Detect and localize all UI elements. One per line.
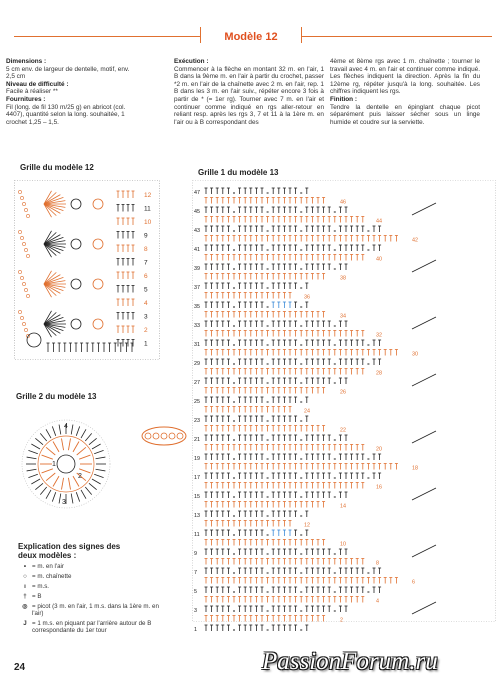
grid12-frame [15,181,160,360]
fan-petal [93,199,103,209]
fan-petal [71,199,81,209]
base-ring [27,333,41,347]
motif-sketch-petal [161,433,167,439]
grid1-row-label-left: 25 [194,399,200,405]
grid1-row-label-left: 19 [194,456,200,462]
grid1-row-label-right: 26 [340,389,346,396]
grid1-row-label-right: 42 [412,237,418,244]
execution-continued: 4ème et 8ème rgs avec 1 m. chaînette ; tourner le travail avec 4 m. en l'air et continuer comme indiqué. Les flèches indiquent la direction. Après la fin du 12ème rg, répéter jusqu'à la long. souhaitée. Les chiffres indiquent les rgs. [330,58,480,96]
grid1-frame [193,181,496,622]
picot [18,270,21,273]
column-execution [174,58,324,126]
grid1-row-label-left: 9 [194,551,197,557]
round-4-stitch [71,425,73,435]
grid12-row-label: 9 [144,232,148,240]
fan-petal [93,239,103,249]
round-4-stitch [96,457,106,459]
legend-title [18,542,168,560]
motif-sketch-outline [142,427,186,445]
picot [24,208,27,211]
page-number: 24 [14,662,26,673]
fan-petal [93,319,103,329]
round-4-stitch [85,487,91,495]
motif-sketch-petal [153,433,159,439]
grid12-row-label: 2 [144,327,148,334]
grid1-row-label-right: 20 [376,446,382,453]
legend-text: = m. en l'air [32,563,64,570]
dimensions-text: 5 cm env. de largeur de dentelle, motif, env. 2,5 cm [6,65,130,81]
round-4-stitch [89,438,97,444]
grid12-row-label: 3 [144,313,148,321]
grid1-row-label-right: 22 [340,427,346,434]
picot [20,236,23,239]
grid12-title: Grille du modèle 12 [20,163,94,172]
grid1-row-label-right: 44 [376,218,382,225]
grid1-row-label-left: 31 [194,342,200,348]
grid12-row-label: 5 [144,286,148,294]
round-4-stitch [76,492,79,501]
legend-items [18,563,168,634]
grid1-row-label-right: 38 [340,275,346,282]
round-2-stitch [68,478,70,490]
dimensions-label: Dimensions : [6,58,47,65]
round-4-stitch [59,494,61,504]
grid12-row-label: 4 [144,300,148,307]
round-4-stitch [96,469,106,471]
fan-petal [71,239,81,249]
grid1-row-label-right: 12 [304,522,310,529]
grid1-row-label-right: 6 [412,579,415,586]
finishing-text: Tendre la dentelle en épinglant chaque picot séparément puis laisser sécher sous un linge humide et coudre sur la serviette. [330,103,480,126]
picot [26,254,29,257]
grid1-row-label-right: 30 [412,351,418,358]
grid1-diagram [192,180,496,633]
grid12-fan [18,190,103,217]
grid2-diagram [14,404,194,522]
grid12-row-label: 12 [144,192,152,199]
grid1-row-label-right: 4 [376,598,379,605]
motif-sketch [142,427,186,445]
grid1-row-label-left: 15 [194,494,200,500]
grid2-round-label: 3 [62,499,66,506]
direction-arrow [412,545,436,557]
grid2-round-label: 1 [52,461,56,468]
grid1-row-label-left: 27 [194,380,200,386]
execution-text: Commencer à la flèche en montant 32 m. en l'air, 1 B dans la 9ème m. en l'air à partir du crochet, passer *2 m. en l'air de la chaînette avec 2 m. en l'air, rep. 1 B dans les 3 m. en l'air suiv., répéter encore 3 fois à partir de * (= 1er rg). Tourner avec 7 m. en l'air et continuer comme indiqué en rgs aller-retour en reliant resp. après les rgs 3, 7 et 11 à la 1ère m. en l'air ou à B correspondant des [174,65,324,126]
grid12-fan [18,270,103,297]
legend-symbol: • [23,563,27,570]
round-4-stitch [76,426,79,435]
fan-petal [71,319,81,329]
grid1-row-label-right: 8 [376,560,379,567]
legend-text: = picot (3 m. en l'air, 1 m.s. dans la 1ère m. en l'air) [32,603,159,617]
grid12-fan [18,230,103,257]
direction-arrow [412,203,436,215]
round-2-stitch [42,455,53,459]
grid12-row-label: 1 [144,340,148,348]
grid1-row-label-left: 41 [194,247,200,253]
round-4-stitch [31,444,40,449]
difficulty-label: Niveau de difficulté : [6,80,69,88]
picot [18,190,21,193]
grid1-row-label-left: 5 [194,589,197,595]
picot [20,276,23,279]
grid1-row-label-right: 24 [304,408,310,415]
round-4-stitch [52,492,55,501]
grid2-round-label: 4 [64,423,68,430]
grid1-row-label-left: 47 [194,190,200,196]
round-4-stitch [40,487,46,495]
legend-item [18,620,168,634]
column-materials [6,58,134,126]
legend-text: = m. chaînette [32,573,72,580]
legend-item [18,593,168,600]
round-4-stitch [52,426,55,435]
legend-item [18,603,168,617]
center-ring [57,455,75,473]
round-4-stitch [89,483,97,489]
motif-sketch-petal [145,433,151,439]
picot [22,322,25,325]
round-4-stitch [92,444,101,449]
grid1-row-label-right: 28 [376,370,382,377]
grid1-row-label-left: 23 [194,418,200,424]
legend-item [18,583,168,590]
legend-text: = m.s. [32,583,50,590]
grid1-row-label-left: 7 [194,570,197,576]
watermark: PassionForum.ru [262,648,438,675]
column-finishing [330,58,480,126]
grid2-title: Grille 2 du modèle 13 [16,392,97,401]
round-2-stitch [42,469,53,473]
picot [22,282,25,285]
round-4-stitch [92,479,101,484]
grid1-row-label-left: 45 [194,209,200,215]
picot [26,214,29,217]
grid12-row-label: 6 [144,273,148,280]
round-4-stitch [31,479,40,484]
round-4-stitch [28,474,37,477]
round-2-stitch [77,447,86,455]
picot [18,310,21,313]
grid12-row-label: 7 [144,259,148,267]
header-box [200,27,302,43]
round-4-stitch [81,490,86,499]
picot [18,230,21,233]
finishing-label: Finition : [330,95,357,103]
execution-label: Exécution : [174,58,209,65]
grid12-row-label: 10 [144,219,152,226]
round-4-stitch [81,429,86,438]
picot [22,242,25,245]
round-2-stitch [61,438,63,450]
picot [24,328,27,331]
legend-symbol: † [23,593,27,600]
legend-title-line2: deux modèles : [18,551,77,560]
grid1-row-label-left: 21 [194,437,200,443]
round-2-stitch [79,455,90,459]
grid1-row-label-left: 37 [194,285,200,291]
round-2-stitch [68,438,70,450]
picot [20,316,23,319]
picot [24,288,27,291]
round-4-stitch [27,457,37,459]
grid1-title: Grille 1 du modèle 13 [198,168,279,177]
grid1-row-label-left: 1 [194,627,197,633]
grid12-row-label: 11 [144,205,151,213]
round-4-stitch [35,483,43,489]
direction-arrow [412,431,436,443]
legend-symbol: J [23,620,27,627]
grid1-row-label-right: 46 [340,199,346,206]
legend-title-line1: Explication des signes des [18,542,121,551]
direction-arrow [412,488,436,500]
grid1-row-label-right: 16 [376,484,382,491]
grid1-row-label-left: 33 [194,323,200,329]
round-4-stitch [28,450,37,453]
legend-text: = B [32,593,42,600]
grid1-row-label-left: 39 [194,266,200,272]
grid2-round-label: 2 [78,473,82,480]
grid12-row-label: 8 [144,246,148,253]
grid1-row-label-left: 17 [194,475,200,481]
grid1-row-label-left: 43 [194,228,200,234]
round-2-stitch [53,441,59,451]
grid1-row-label-left: 11 [194,532,200,538]
grid1-row-label-right: 2 [340,617,343,624]
grid1-row-label-left: 3 [194,608,197,614]
round-4-stitch [94,474,103,477]
round-4-stitch [46,490,51,499]
legend-symbol: ◎ [22,603,28,610]
legend-text: = 1 m.s. en piquant par l'arrière autour de B correspondante du 1er tour [32,620,152,634]
round-4-stitch [46,429,51,438]
grid1-row-label-right: 34 [340,313,346,320]
fan-petal [71,279,81,289]
motif-sketch-petal [177,433,183,439]
legend-symbol: ○ [23,573,27,580]
picot [22,202,25,205]
grid1-row-label-right: 32 [376,332,382,339]
fan-petal [93,279,103,289]
picot [20,196,23,199]
direction-arrow [412,602,436,614]
grid1-row-label-right: 14 [340,503,346,510]
picot [26,294,29,297]
legend-item [18,573,168,580]
difficulty-text: Facile à réaliser ** [6,88,58,96]
round-2-stitch [61,478,63,490]
direction-arrow [412,374,436,386]
legend [18,542,168,637]
grid1-row-label-left: 29 [194,361,200,367]
grid12-diagram [14,180,160,360]
motif-sketch-petal [169,433,175,439]
direction-arrow [412,317,436,329]
round-4-stitch [40,433,46,441]
supplies-text: Fil (long. de fil 130 m/25 g) en abricot (col. 4407), quantité selon la long. souhaitée, 1 crochet 1,25 – 1,5. [6,103,126,126]
direction-arrow [412,260,436,272]
legend-item [18,563,168,570]
round-2-stitch [73,441,79,451]
round-4-stitch [94,450,103,453]
grid1-row-label-right: 36 [304,294,310,301]
supplies-label: Fournitures : [6,95,46,103]
grid1-row-label-right: 10 [340,541,346,548]
grid1-row-label-right: 18 [412,465,418,472]
page-title: Modèle 12 [224,31,278,43]
round-4-stitch [35,438,43,444]
round-4-stitch [27,469,37,471]
round-4-stitch [85,433,91,441]
picot [24,248,27,251]
round-2-stitch [46,447,55,455]
grid1-row-label-left: 13 [194,513,200,519]
grid1-row-label-right: 40 [376,256,382,263]
round-2-stitch [53,476,59,486]
round-4-stitch [71,494,73,504]
grid1-row-label-left: 35 [194,304,200,310]
round-2-stitch [46,473,55,481]
legend-symbol: ı [24,583,26,590]
round-4-stitch [59,425,61,435]
